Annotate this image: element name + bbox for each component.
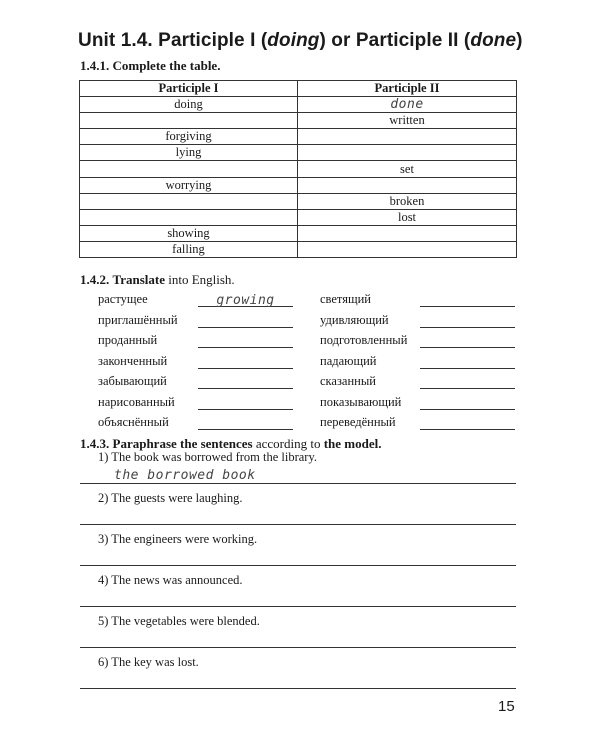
handwritten-answer: the borrowed book <box>114 468 256 483</box>
unit-title: Unit 1.4. Participle I (doing) or Participle II (done) <box>78 30 523 51</box>
table-row <box>80 129 517 145</box>
sentence-prompt: 1) The book was borrowed from the library. <box>98 450 318 464</box>
participle-2-cell[interactable]: written <box>298 113 517 129</box>
russian-word: законченный <box>98 354 168 368</box>
table-row <box>80 145 517 161</box>
participle-2-cell[interactable]: set <box>298 161 517 177</box>
answer-line[interactable] <box>80 467 516 484</box>
answer-blank[interactable] <box>198 394 293 410</box>
sentence-prompt: 4) The news was announced. <box>98 573 243 587</box>
exercise-2-heading: 1.4.2. Translate into English. <box>80 272 235 287</box>
participle-1-cell[interactable]: lying <box>80 145 298 161</box>
russian-word: удивляющий <box>320 313 389 327</box>
russian-word: объяснённый <box>98 415 169 429</box>
table-row <box>80 161 517 177</box>
table-row <box>80 113 517 129</box>
participle-1-cell[interactable]: doing <box>80 97 298 113</box>
answer-blank[interactable] <box>420 353 515 369</box>
sentence-prompt: 5) The vegetables were blended. <box>98 614 260 628</box>
russian-word: приглашённый <box>98 313 178 327</box>
answer-line[interactable] <box>80 672 516 689</box>
answer-line[interactable] <box>80 508 516 525</box>
participle-2-cell[interactable]: broken <box>298 193 517 209</box>
russian-word: показывающий <box>320 395 402 409</box>
participle-1-cell[interactable]: falling <box>80 241 298 257</box>
answer-blank[interactable] <box>198 414 293 430</box>
table-row <box>80 209 517 225</box>
page-number: 15 <box>498 698 515 715</box>
participle-1-cell[interactable] <box>80 113 298 129</box>
sentence-prompt: 6) The key was lost. <box>98 655 199 669</box>
header-participle-2: Participle II <box>298 81 517 97</box>
exercise-3-heading: 1.4.3. Paraphrase the sentences according to the model. <box>80 436 382 451</box>
answer-blank[interactable] <box>420 291 515 307</box>
sentence-prompt: 3) The engineers were working. <box>98 532 258 546</box>
russian-word: забывающий <box>98 374 167 388</box>
participle-1-cell[interactable] <box>80 193 298 209</box>
handwritten-answer: growing <box>216 293 275 308</box>
participle-1-cell[interactable] <box>80 161 298 177</box>
sentence-prompt: 2) The guests were laughing. <box>98 491 243 505</box>
participle-2-cell[interactable] <box>298 145 517 161</box>
russian-word: подготовленный <box>320 333 408 347</box>
answer-blank[interactable] <box>198 332 293 348</box>
participle-2-cell[interactable] <box>298 177 517 193</box>
russian-word: переведённый <box>320 415 396 429</box>
answer-blank[interactable] <box>420 312 515 328</box>
table-row <box>80 225 517 241</box>
answer-blank[interactable] <box>420 373 515 389</box>
table-row <box>80 241 517 257</box>
answer-line[interactable] <box>80 549 516 566</box>
table-row <box>80 193 517 209</box>
participle-2-cell[interactable]: lost <box>298 209 517 225</box>
answer-line[interactable] <box>80 631 516 648</box>
answer-blank[interactable] <box>198 353 293 369</box>
table-row <box>80 97 517 113</box>
answer-blank[interactable] <box>198 312 293 328</box>
participle-1-cell[interactable]: worrying <box>80 177 298 193</box>
answer-blank[interactable] <box>198 291 293 307</box>
exercise-1-heading: 1.4.1. Complete the table. <box>80 58 221 73</box>
table-row <box>80 177 517 193</box>
russian-word: проданный <box>98 333 158 347</box>
answer-blank[interactable] <box>420 414 515 430</box>
handwritten-answer: done <box>390 97 424 113</box>
answer-line[interactable] <box>80 590 516 607</box>
russian-word: сказанный <box>320 374 376 388</box>
russian-word: падающий <box>320 354 377 368</box>
participle-2-cell[interactable] <box>298 129 517 145</box>
participle-2-cell[interactable] <box>298 97 517 113</box>
russian-word: нарисованный <box>98 395 175 409</box>
participle-1-cell[interactable]: forgiving <box>80 129 298 145</box>
answer-blank[interactable] <box>420 332 515 348</box>
participle-1-cell[interactable]: showing <box>80 225 298 241</box>
participle-1-cell[interactable] <box>80 209 298 225</box>
participle-2-cell[interactable] <box>298 225 517 241</box>
answer-blank[interactable] <box>420 394 515 410</box>
russian-word: растущее <box>98 292 148 306</box>
header-participle-1: Participle I <box>80 81 298 97</box>
answer-blank[interactable] <box>198 373 293 389</box>
participle-2-cell[interactable] <box>298 241 517 257</box>
participle-table <box>79 80 517 258</box>
russian-word: светящий <box>320 292 371 306</box>
